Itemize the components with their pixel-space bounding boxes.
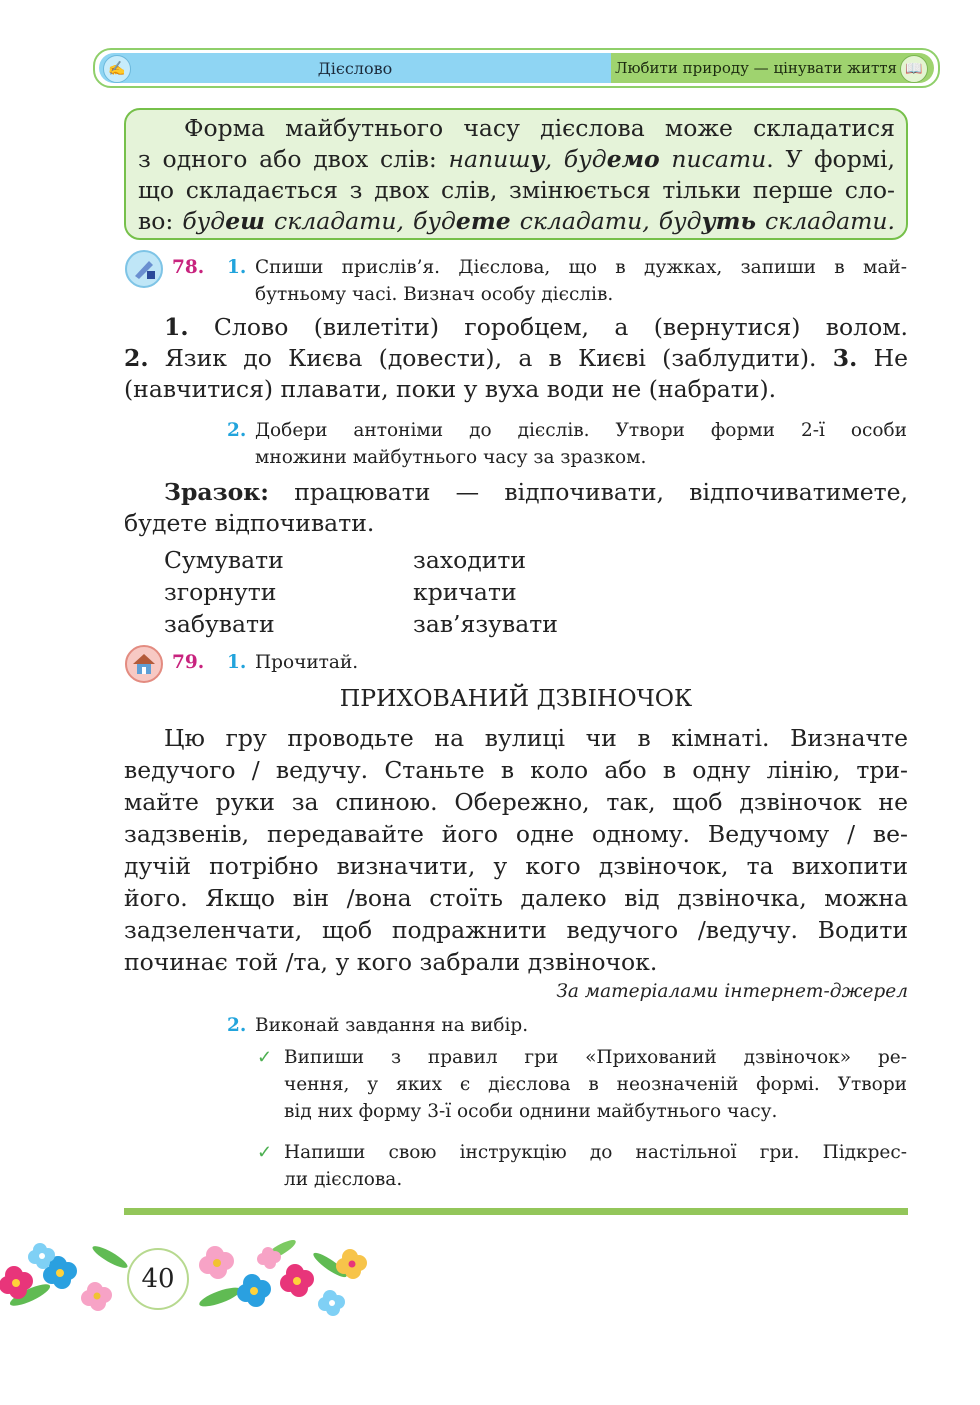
house-icon (125, 645, 163, 683)
word-right-1: заходити (413, 546, 527, 574)
ex78-task1-number: 1. (227, 257, 247, 278)
option2-line-1: Напиши свою інструкцію до настільної гри. Підкрес- (284, 1142, 907, 1163)
rule-line-1: Форма майбутнього часу дієслова може складатися (184, 114, 895, 142)
option1-line-3: від них форму 3-ї особи однини майбутнього часу. (284, 1101, 778, 1122)
ex78-task2-line1: Добери антоніми до дієслів. Утвори форми 2-ї особи (255, 420, 907, 441)
rule-line-2: з одного або двох слів: напишу, будемо писати. У формі, (138, 145, 896, 173)
proverb-line-2: 2. Язик до Києва (довести), а в Києві (заблудити). 3. Не (124, 344, 909, 372)
option1-line-1: Випиши з правил гри «Прихований дзвіночок» ре- (284, 1047, 907, 1068)
rule-line-4: во: будеш складати, будете складати, будуть складати. (138, 207, 895, 235)
word-right-3: зав’язувати (413, 610, 558, 638)
ex78-number: 78. (172, 257, 205, 278)
rule-line-3: що складається з двох слів, змінюється тільки перше сло- (138, 176, 895, 204)
proverb-line-1: 1. Слово (вилетіти) горобцем, а (вернутися) волом. (164, 313, 908, 341)
pen-icon: ✍ (103, 55, 131, 83)
check-icon: ✓ (257, 1142, 273, 1163)
story-line-6: його. Якщо він /вона стоїть далеко від дзвіночка, можна (124, 884, 908, 912)
story-title: ПРИХОВАНИЙ ДЗВІНОЧОК (339, 684, 693, 712)
header-left (99, 53, 611, 83)
story-line-8: починає той /та, у кого забрали дзвіночок. (124, 948, 658, 976)
ex78-task2-line2: множини майбутнього часу за зразком. (255, 447, 647, 468)
ex78-task1-line1: Спиши прислів’я. Дієслова, що в дужках, запиши в май- (255, 257, 907, 278)
bottom-divider (124, 1208, 908, 1215)
flower-border-decoration (0, 1235, 390, 1320)
story-line-5: дучій потрібно визначити, у кого дзвіночок, та вихопити (124, 852, 908, 880)
ex79-task1-number: 1. (227, 652, 247, 673)
story-source: За матеріалами інтернет-джерел (556, 981, 908, 1002)
write-icon (125, 250, 163, 288)
word-left-1: Сумувати (164, 546, 284, 574)
chapter-title: Любити природу — цінувати життя (614, 59, 898, 77)
section-title: Дієслово (317, 59, 393, 78)
story-line-4: задзвенів, передавайте його одне одному. Ведучому / ве- (124, 820, 908, 848)
ex78-task1-line2: бутньому часі. Визнач особу дієслів. (255, 284, 614, 305)
ex79-task2: Виконай завдання на вибір. (255, 1015, 529, 1036)
option2-line-2: ли дієслова. (284, 1169, 403, 1190)
ex79-task1: Прочитай. (255, 652, 359, 673)
ex79-task2-number: 2. (227, 1015, 247, 1036)
ex78-task2-number: 2. (227, 420, 247, 441)
page-number: 40 (127, 1248, 189, 1310)
word-left-2: згорнути (164, 578, 277, 606)
option1-line-2: чення, у яких є дієслова в неозначеній формі. Утвори (284, 1074, 907, 1095)
story-line-1: Цю гру проводьте на вулиці чи в кімнаті. Визначте (164, 724, 908, 752)
sample-line-2: будете відпочивати. (124, 509, 375, 537)
proverb-line-3: (навчитися) плавати, поки у вуха води не (набрати). (124, 375, 777, 403)
ex79-number: 79. (172, 652, 205, 673)
header-right (611, 53, 934, 83)
book-icon: 📖 (900, 55, 928, 83)
story-line-2: ведучого / ведучу. Станьте в коло або в одну лінію, три- (124, 756, 908, 784)
header-bar (93, 48, 940, 88)
story-line-3: майте руки за спиною. Обережно, так, щоб дзвіночок не (124, 788, 908, 816)
word-right-2: кричати (413, 578, 517, 606)
sample-line-1: Зразок: працювати — відпочивати, відпочиватимете, (164, 478, 908, 506)
word-left-3: забувати (164, 610, 275, 638)
story-line-7: задзеленчати, щоб подражнити ведучого /ведучу. Водити (124, 916, 908, 944)
grammar-rule-box (124, 108, 908, 240)
check-icon: ✓ (257, 1047, 273, 1068)
